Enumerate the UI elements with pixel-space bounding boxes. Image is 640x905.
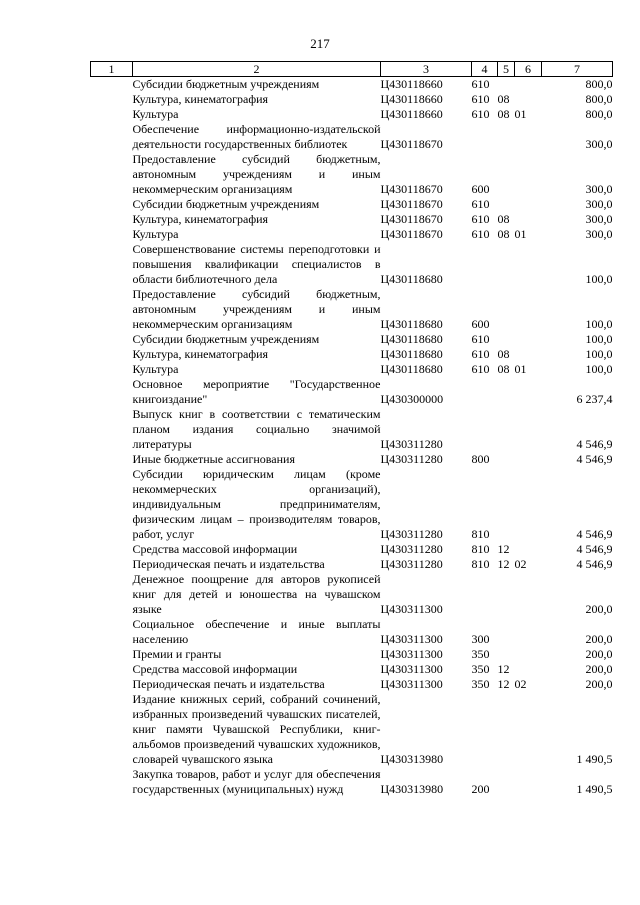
- row-name: Основное мероприятие "Государственное книгоиздание": [132, 377, 381, 406]
- row-code: Ц430118670: [380, 182, 443, 196]
- row-name: Денежное поощрение для авторов рукописей книг для детей и юношества на чувашском языке: [132, 572, 381, 616]
- row-code: Ц430118660: [380, 107, 443, 121]
- row-section: [498, 377, 515, 407]
- row-section: [498, 617, 515, 647]
- row-name: Средства массовой информации: [132, 542, 298, 556]
- row-section: 08: [497, 212, 510, 226]
- row-expense-type: [472, 242, 498, 287]
- row-expense-type: 610: [471, 362, 490, 376]
- row-code: Ц430311280: [380, 542, 443, 556]
- table-row: [91, 647, 613, 662]
- table-row: [91, 77, 613, 93]
- row-expense-type: 350: [471, 677, 490, 691]
- row-subsection: [515, 242, 542, 287]
- row-name: Культура, кинематография: [132, 212, 269, 226]
- row-code: Ц430118680: [380, 332, 443, 346]
- row-amount: 800,0: [585, 92, 613, 106]
- row-spacer-cell: [91, 692, 133, 767]
- row-spacer-cell: [91, 347, 133, 362]
- row-subsection: [515, 467, 542, 542]
- table-row: [91, 557, 613, 572]
- row-section: [498, 77, 515, 93]
- table-row: [91, 467, 613, 542]
- row-spacer-cell: [91, 452, 133, 467]
- table-row: [91, 107, 613, 122]
- row-code: Ц430118670: [380, 137, 443, 151]
- row-spacer-cell: [91, 677, 133, 692]
- row-code: Ц430300000: [380, 392, 444, 406]
- row-spacer-cell: [91, 572, 133, 617]
- table-row: [91, 362, 613, 377]
- row-section: 08: [497, 362, 510, 376]
- row-subsection: [515, 287, 542, 332]
- row-code: Ц430313980: [380, 782, 444, 796]
- row-subsection: [515, 197, 542, 212]
- row-code: Ц430311300: [380, 677, 443, 691]
- row-subsection: [515, 647, 542, 662]
- row-expense-type: 810: [471, 542, 490, 556]
- row-amount: 300,0: [585, 137, 613, 151]
- row-spacer-cell: [91, 662, 133, 677]
- row-subsection: [515, 692, 542, 767]
- row-name: Предоставление субсидий бюджетным, автономным учреждениям и иным некоммерческим организациям: [132, 287, 381, 331]
- row-expense-type: 350: [471, 647, 490, 661]
- row-spacer-cell: [91, 107, 133, 122]
- row-section: 12: [497, 542, 510, 556]
- row-subsection: [515, 542, 542, 557]
- row-expense-type: 610: [471, 197, 490, 211]
- row-section: [498, 407, 515, 452]
- row-amount: 4 546,9: [576, 557, 613, 571]
- row-subsection: 02: [514, 677, 527, 691]
- row-code: Ц430313980: [380, 752, 444, 766]
- row-name: Культура: [132, 227, 179, 241]
- row-amount: 300,0: [585, 197, 613, 211]
- row-amount: 200,0: [585, 632, 613, 646]
- page-number: 217: [310, 36, 330, 51]
- row-section: 08: [497, 227, 510, 241]
- row-subsection: 02: [514, 557, 527, 571]
- row-name: Предоставление субсидий бюджетным, автономным учреждениям и иным некоммерческим организациям: [132, 152, 381, 196]
- table-header-row: [91, 62, 613, 77]
- table-row: [91, 692, 613, 767]
- row-subsection: 01: [514, 362, 527, 376]
- row-amount: 100,0: [585, 317, 613, 331]
- row-subsection: [515, 617, 542, 647]
- column-header: 7: [542, 62, 613, 77]
- row-name: Культура, кинематография: [132, 92, 269, 106]
- row-name: Средства массовой информации: [132, 662, 298, 676]
- row-name: Иные бюджетные ассигнования: [132, 452, 295, 466]
- row-name: Социальное обеспечение и иные выплаты населению: [132, 617, 381, 646]
- row-subsection: [515, 407, 542, 452]
- table-row: [91, 227, 613, 242]
- row-subsection: [515, 662, 542, 677]
- row-section: [498, 152, 515, 197]
- row-section: [498, 647, 515, 662]
- table-row: [91, 572, 613, 617]
- row-section: [498, 242, 515, 287]
- row-spacer-cell: [91, 212, 133, 227]
- row-spacer-cell: [91, 542, 133, 557]
- row-code: Ц430311300: [380, 662, 443, 676]
- row-code: Ц430311280: [380, 452, 443, 466]
- row-spacer-cell: [91, 92, 133, 107]
- row-spacer-cell: [91, 152, 133, 197]
- row-expense-type: 610: [471, 332, 490, 346]
- row-amount: 200,0: [585, 677, 613, 691]
- row-spacer-cell: [91, 332, 133, 347]
- column-header: 6: [515, 62, 542, 77]
- row-code: Ц430118680: [380, 347, 443, 361]
- row-amount: 200,0: [585, 602, 613, 616]
- row-spacer-cell: [91, 77, 133, 93]
- row-section: 12: [497, 662, 510, 676]
- row-section: [498, 572, 515, 617]
- table-row: [91, 452, 613, 467]
- row-amount: 300,0: [585, 182, 613, 196]
- row-amount: 4 546,9: [576, 437, 613, 451]
- row-code: Ц430311280: [380, 557, 443, 571]
- row-amount: 800,0: [585, 77, 613, 91]
- row-expense-type: 810: [471, 527, 490, 541]
- row-expense-type: [472, 692, 498, 767]
- column-header: 1: [91, 62, 133, 77]
- row-name: Субсидии бюджетным учреждениям: [132, 332, 320, 346]
- row-name: Культура: [132, 107, 179, 121]
- row-amount: 100,0: [585, 332, 613, 346]
- row-section: 08: [497, 347, 510, 361]
- row-code: Ц430118680: [380, 362, 443, 376]
- row-expense-type: 800: [471, 452, 490, 466]
- row-amount: 100,0: [585, 362, 613, 376]
- row-section: [498, 332, 515, 347]
- row-name: Субсидии бюджетным учреждениям: [132, 197, 320, 211]
- row-spacer-cell: [91, 467, 133, 542]
- row-name: Культура: [132, 362, 179, 376]
- row-subsection: [515, 452, 542, 467]
- row-expense-type: 300: [471, 632, 490, 646]
- row-code: Ц430118670: [380, 197, 443, 211]
- table-row: [91, 542, 613, 557]
- table-row: [91, 152, 613, 197]
- row-spacer-cell: [91, 647, 133, 662]
- row-section: [498, 767, 515, 797]
- row-name: Периодическая печать и издательства: [132, 557, 325, 571]
- table-row: [91, 767, 613, 797]
- row-expense-type: 600: [471, 182, 490, 196]
- row-expense-type: 350: [471, 662, 490, 676]
- row-subsection: [515, 377, 542, 407]
- row-spacer-cell: [91, 242, 133, 287]
- row-section: [498, 692, 515, 767]
- row-amount: 200,0: [585, 647, 613, 661]
- row-amount: 300,0: [585, 227, 613, 241]
- row-amount: 6 237,4: [576, 392, 613, 406]
- row-expense-type: 610: [471, 107, 490, 121]
- row-expense-type: 610: [471, 92, 490, 106]
- row-subsection: [515, 92, 542, 107]
- row-spacer-cell: [91, 362, 133, 377]
- row-amount: 4 546,9: [576, 452, 613, 466]
- row-section: 12: [497, 677, 510, 691]
- row-subsection: [515, 572, 542, 617]
- row-name: Субсидии юридическим лицам (кроме некоммерческих организаций), индивидуальным предпринимателям, физическим лицам – производителям товаров, работ, услуг: [132, 467, 381, 541]
- column-header: 5: [498, 62, 515, 77]
- row-expense-type: [472, 407, 498, 452]
- row-code: Ц430311300: [380, 632, 443, 646]
- table-row: [91, 347, 613, 362]
- row-subsection: [515, 332, 542, 347]
- row-section: [498, 287, 515, 332]
- row-section: [498, 197, 515, 212]
- row-subsection: [515, 347, 542, 362]
- row-name: Закупка товаров, работ и услуг для обеспечения государственных (муниципальных) нужд: [132, 767, 381, 796]
- row-expense-type: 610: [471, 77, 490, 91]
- row-subsection: [515, 122, 542, 152]
- row-name: Премии и гранты: [132, 647, 222, 661]
- row-amount: 300,0: [585, 212, 613, 226]
- row-subsection: [515, 152, 542, 197]
- row-code: Ц430118670: [380, 227, 443, 241]
- budget-table: [90, 61, 613, 797]
- row-amount: 100,0: [585, 272, 613, 286]
- row-expense-type: 610: [471, 212, 490, 226]
- row-expense-type: [472, 122, 498, 152]
- row-subsection: [515, 767, 542, 797]
- row-code: Ц430311300: [380, 602, 443, 616]
- table-row: [91, 212, 613, 227]
- row-amount: 4 546,9: [576, 527, 613, 541]
- row-amount: 800,0: [585, 107, 613, 121]
- row-amount: 1 490,5: [576, 782, 613, 796]
- row-section: [498, 467, 515, 542]
- table-row: [91, 197, 613, 212]
- table-row: [91, 407, 613, 452]
- row-spacer-cell: [91, 197, 133, 212]
- row-subsection: 01: [514, 227, 527, 241]
- table-row: [91, 287, 613, 332]
- row-section: [498, 122, 515, 152]
- row-code: Ц430118660: [380, 77, 443, 91]
- row-name: Периодическая печать и издательства: [132, 677, 325, 691]
- row-subsection: [515, 77, 542, 93]
- row-amount: 1 490,5: [576, 752, 613, 766]
- row-spacer-cell: [91, 122, 133, 152]
- row-section: 08: [497, 92, 510, 106]
- row-expense-type: [472, 572, 498, 617]
- row-expense-type: [472, 377, 498, 407]
- table-row: [91, 92, 613, 107]
- column-header: 2: [133, 62, 381, 77]
- row-spacer-cell: [91, 407, 133, 452]
- row-spacer-cell: [91, 767, 133, 797]
- row-code: Ц430118670: [380, 212, 443, 226]
- column-header: 4: [472, 62, 498, 77]
- column-header: 3: [381, 62, 472, 77]
- row-name: Совершенствование системы переподготовки и повышения квалификации специалистов в области библиотечного дела: [132, 242, 381, 286]
- row-expense-type: 610: [471, 347, 490, 361]
- row-expense-type: 200: [471, 782, 490, 796]
- table-row: [91, 242, 613, 287]
- row-code: Ц430118680: [380, 272, 443, 286]
- table-body: [91, 77, 613, 798]
- row-section: 08: [497, 107, 510, 121]
- row-spacer-cell: [91, 377, 133, 407]
- table-row: [91, 662, 613, 677]
- row-expense-type: 810: [471, 557, 490, 571]
- row-code: Ц430118660: [380, 92, 443, 106]
- row-code: Ц430118680: [380, 317, 443, 331]
- row-spacer-cell: [91, 227, 133, 242]
- row-name: Обеспечение информационно-издательской деятельности государственных библиотек: [132, 122, 381, 151]
- row-spacer-cell: [91, 557, 133, 572]
- table-row: [91, 677, 613, 692]
- row-section: 12: [497, 557, 510, 571]
- row-code: Ц430311300: [380, 647, 443, 661]
- row-expense-type: 600: [471, 317, 490, 331]
- row-name: Культура, кинематография: [132, 347, 269, 361]
- table-row: [91, 332, 613, 347]
- row-spacer-cell: [91, 617, 133, 647]
- row-amount: 4 546,9: [576, 542, 613, 556]
- table-row: [91, 377, 613, 407]
- table-row: [91, 122, 613, 152]
- row-subsection: [515, 212, 542, 227]
- row-amount: 200,0: [585, 662, 613, 676]
- row-expense-type: 610: [471, 227, 490, 241]
- row-section: [498, 452, 515, 467]
- row-name: Субсидии бюджетным учреждениям: [132, 77, 320, 91]
- row-code: Ц430311280: [380, 437, 443, 451]
- row-spacer-cell: [91, 287, 133, 332]
- table-row: [91, 617, 613, 647]
- row-amount: 100,0: [585, 347, 613, 361]
- row-subsection: 01: [514, 107, 527, 121]
- row-code: Ц430311280: [380, 527, 443, 541]
- row-name: Издание книжных серий, собраний сочинений, избранных произведений чувашских писателей, книг памяти Чувашской Республики, книг-альбомов произведений чувашских художников, словарей чувашского языка: [132, 692, 381, 766]
- row-name: Выпуск книг в соответствии с тематическим планом издания социально значимой литературы: [132, 407, 381, 451]
